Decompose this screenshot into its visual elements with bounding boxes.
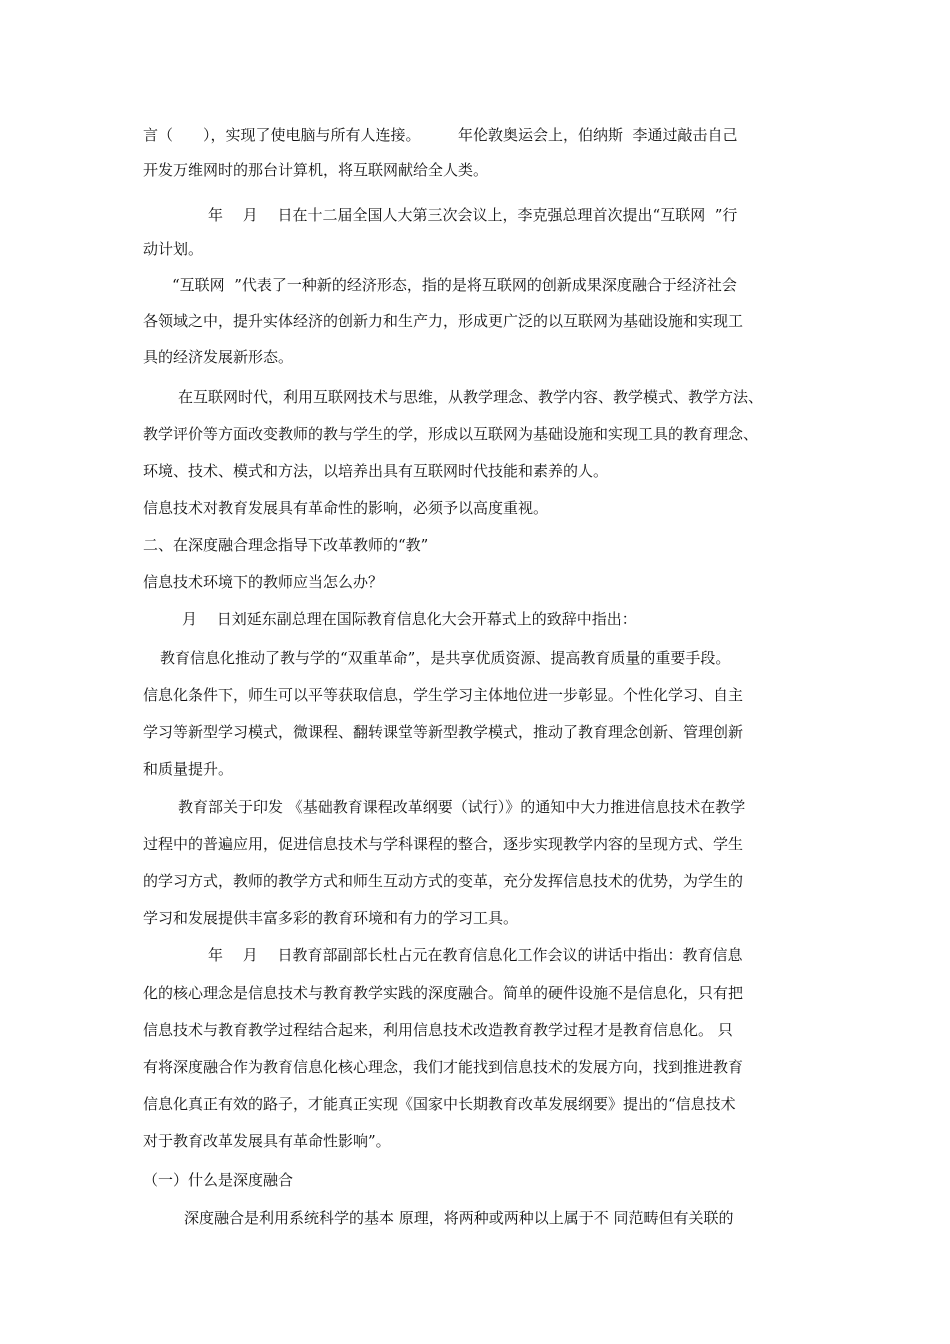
text-line: 过程中的普遍应用，促进信息技术与学科课程的整合，逐步实现教学内容的呈现方式、学生 — [143, 835, 744, 853]
text-line: 年 月 日在十二届全国人大第三次会议上，李克强总理首次提出“互联网 ”行 — [208, 206, 738, 224]
text-line: 教育部关于印发 《基础教育课程改革纲要（试行）》的通知中大力推进信息技术在教学 — [178, 798, 746, 816]
text-line: 对于教育改革发展具有革命性影响”。 — [143, 1132, 391, 1150]
subsection-heading: （一）什么是深度融合 — [143, 1171, 294, 1189]
text-line: 在互联网时代，利用互联网技术与思维，从教学理念、教学内容、教学模式、教学方法、 — [178, 388, 764, 406]
text-line: 有将深度融合作为教育信息化核心理念，我们才能找到信息技术的发展方向，找到推进教育 — [143, 1058, 744, 1076]
text-line: 的学习方式，教师的教学方式和师生互动方式的变革，充分发挥信息技术的优势，为学生的 — [143, 872, 744, 890]
text-line: 信息技术环境下的教师应当怎么办？ — [143, 573, 384, 591]
text-line: 教学评价等方面改变教师的教与学生的学，形成以互联网为基础设施和实现工具的教育理念、 — [143, 425, 759, 443]
text-line: 深度融合是利用系统科学的基本 原理，将两种或两种以上属于不 同范畴但有关联的 — [184, 1209, 734, 1227]
text-line: 具的经济发展新形态。 — [143, 348, 294, 366]
text-line: “互联网 ”代表了一种新的经济形态，指的是将互联网的创新成果深度融合于经济社会 — [172, 276, 737, 294]
text-line: 环境、技术、模式和方法，以培养出具有互联网时代技能和素养的人。 — [143, 462, 609, 480]
text-line: 教育信息化推动了教与学的“双重革命”，是共享优质资源、提高教育质量的重要手段。 — [160, 649, 731, 667]
section-heading: 二、在深度融合理念指导下改革教师的“教” — [143, 536, 429, 554]
text-line: 信息技术对教育发展具有革命性的影响，必须予以高度重视。 — [143, 499, 549, 517]
text-line: 动计划。 — [143, 240, 204, 258]
text-line: 言（ ），实现了使电脑与所有人连接。 年伦敦奥运会上，伯纳斯 李通过敲击自己 — [143, 126, 738, 144]
text-line: 各领域之中，提升实体经济的创新力和生产力，形成更广泛的以互联网为基础设施和实现工 — [143, 312, 744, 330]
text-line: 信息化条件下，师生可以平等获取信息，学生学习主体地位进一步彰显。个性化学习、自主 — [143, 686, 744, 704]
text-line: 月 日刘延东副总理在国际教育信息化大会开幕式上的致辞中指出： — [182, 610, 637, 628]
text-line: 年 月 日教育部副部长杜占元在教育信息化工作会议的讲话中指出：教育信息 — [208, 946, 743, 964]
text-line: 开发万维网时的那台计算机，将互联网献给全人类。 — [143, 161, 489, 179]
text-line: 学习等新型学习模式，微课程、翻转课堂等新型教学模式，推动了教育理念创新、管理创新 — [143, 723, 744, 741]
text-line: 信息技术与教育教学过程结合起来，利用信息技术改造教育教学过程才是教育信息化。 只 — [143, 1021, 733, 1039]
text-line: 学习和发展提供丰富多彩的教育环境和有力的学习工具。 — [143, 909, 519, 927]
text-line: 和质量提升。 — [143, 760, 234, 778]
text-line: 信息化真正有效的路子，才能真正实现《国家中长期教育改革发展纲要》提出的“信息技术 — [143, 1095, 736, 1113]
text-line: 化的核心理念是信息技术与教育教学实践的深度融合。简单的硬件设施不是信息化，只有把 — [143, 984, 744, 1002]
